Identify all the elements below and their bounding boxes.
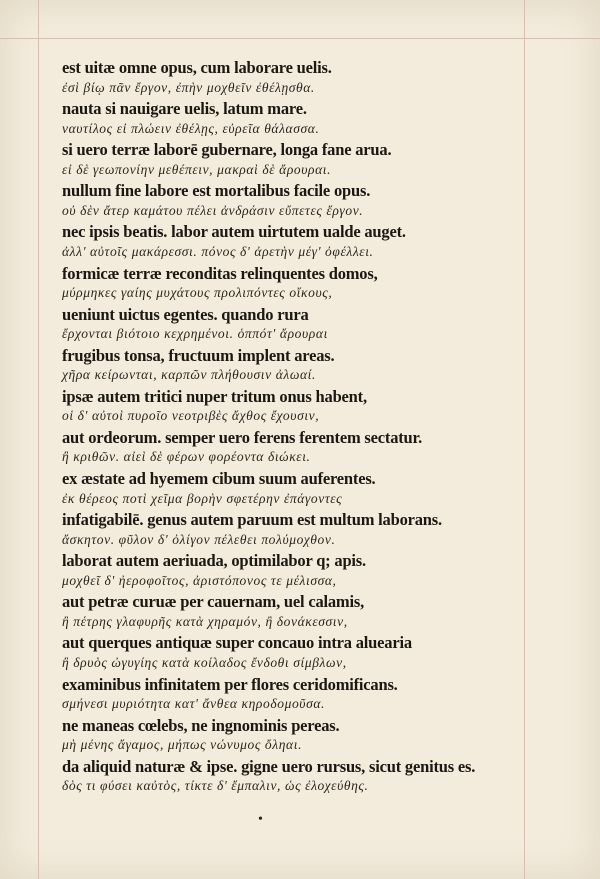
- greek-line: ναυτίλος εἰ πλώειν ἐθέλῃς, εὐρεῖα θάλασσα.: [62, 120, 320, 136]
- greek-line: εἰ δὲ γεωπονίην μεθέπειν, μακραὶ δὲ ἄρουραι.: [62, 161, 332, 177]
- greek-line: οὐ δὲν ἄτερ καμάτου πέλει ἀνδράσιν εὔπετες ἔργον.: [62, 202, 364, 218]
- greek-line: οἱ δ' αὐτοὶ πυροῖο νεοτριβὲς ἄχθος ἔχουσιν,: [62, 408, 320, 424]
- latin-line: examinibus infinitatem per flores ceridomificans.: [62, 674, 398, 694]
- footer-mark: •: [258, 812, 263, 827]
- latin-line: est uitæ omne opus, cum laborare uelis.: [62, 58, 332, 77]
- latin-line: laborat autem aeriuada, optimilabor q; apis.: [62, 551, 366, 571]
- greek-line: ἢ πέτρης γλαφυρῆς κατὰ χηραμόν, ἢ δονάκεσσιν,: [62, 613, 348, 629]
- latin-line: aut petræ curuæ per cauernam, uel calamis,: [62, 592, 365, 612]
- latin-line: frugibus tonsa, fructuum implent areas.: [62, 345, 335, 365]
- latin-line: ueniunt uictus egentes. quando rura: [62, 304, 309, 324]
- latin-line: da aliquid naturæ & ipse. gigne uero rursus, sicut genitus es.: [62, 756, 476, 776]
- greek-line: ἢ κριθῶν. αἰεὶ δὲ φέρων φορέοντα διώκει.: [62, 449, 311, 465]
- greek-line: ἐσὶ βίῳ πᾶν ἔργον, ἐπὴν μοχθεῖν ἐθέλῃσθα.: [62, 79, 315, 95]
- greek-line: σμήνεσι μυριότητα κατ' ἄνθεα κηροδομοῦσα.: [62, 696, 326, 712]
- greek-line: μύρμηκες γαίης μυχάτους προλιπόντες οἴκους,: [62, 285, 333, 301]
- margin-rule-right: [524, 0, 525, 879]
- greek-line: μὴ μένης ἄγαμος, μήπως νώνυμος ὄληαι.: [62, 737, 303, 753]
- greek-line: ἢ δρυὸς ὠγυγίης κατὰ κοίλαδος ἔνδοθι σίμβλων,: [62, 654, 347, 670]
- greek-line: χῆρα κείρωνται, καρπῶν πλήθουσιν ἀλωαί.: [62, 367, 316, 383]
- latin-line: nullum fine labore est mortalibus facile opus.: [62, 181, 371, 201]
- latin-line: ex æstate ad hyemem cibum suum auferentes.: [62, 469, 376, 488]
- latin-line: infatigabilē. genus autem paruum est multum laborans.: [62, 510, 442, 530]
- latin-line: nec ipsis beatis. labor autem uirtutem ualde auget.: [62, 222, 406, 242]
- latin-line: formicæ terræ reconditas relinquentes domos,: [62, 263, 378, 283]
- greek-line: ἀλλ' αὐτοῖς μακάρεσσι. πόνος δ' ἀρετὴν μέγ' ὀφέλλει.: [62, 243, 374, 259]
- greek-line: δὸς τι φύσει καὐτὸς, τίκτε δ' ἔμπαλιν, ὡς ἐλοχεύθης.: [62, 778, 369, 794]
- greek-line: ἐκ θέρεος ποτὶ χεῖμα βορὴν σφετέρην ἐπάγοντες: [62, 490, 343, 506]
- greek-line: ἄσκητον. φῦλον δ' ὀλίγον πέλεθει πολύμοχθον.: [62, 531, 336, 547]
- greek-line: μοχθεῖ δ' ἠεροφοῖτος, ἀριστόπονος τε μέλισσα,: [62, 572, 337, 588]
- margin-rule-top: [0, 38, 600, 39]
- latin-line: si uero terræ laborē gubernare, longa fane arua.: [62, 140, 392, 160]
- latin-line: aut ordeorum. semper uero ferens ferentem sectatur.: [62, 427, 423, 447]
- latin-line: ne maneas cœlebs, ne ingnominis pereas.: [62, 715, 340, 735]
- latin-line: nauta si nauigare uelis, latum mare.: [62, 99, 307, 119]
- latin-line: aut querques antiquæ super concauo intra aluearia: [62, 633, 412, 653]
- margin-rule-left: [38, 0, 39, 879]
- latin-line: ipsæ autem tritici nuper tritum onus habent,: [62, 386, 367, 406]
- greek-line: ἔρχονται βιότοιο κεχρημένοι. ὁππότ' ἄρουραι: [62, 326, 328, 342]
